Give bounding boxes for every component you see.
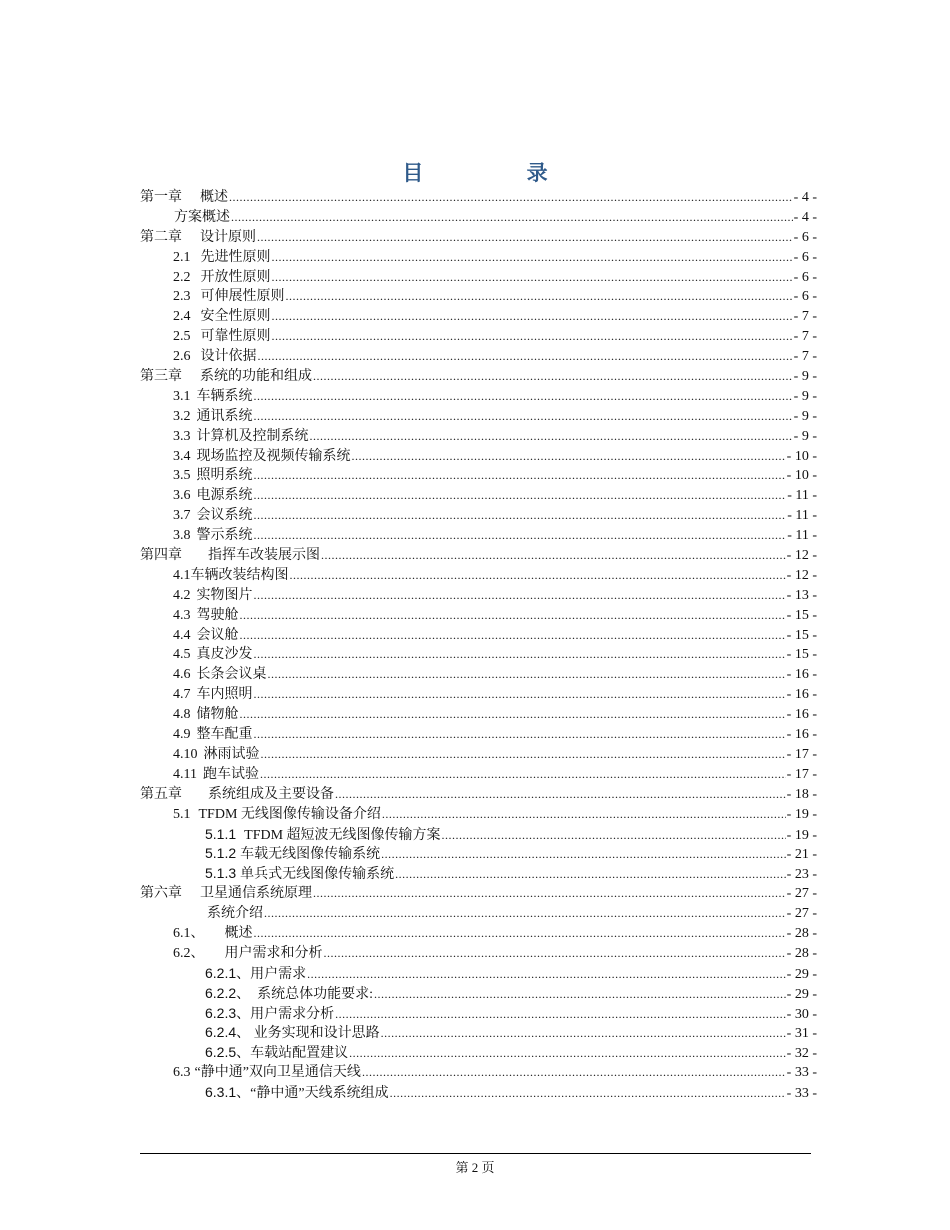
toc-entry-number: 2.3	[173, 289, 191, 305]
toc-entry[interactable]	[140, 864, 817, 884]
toc-leader-dots	[254, 486, 787, 506]
toc-entry-number: 2.1	[173, 249, 191, 265]
toc-entry-number: 6.2.4	[205, 1024, 237, 1041]
toc-leader-dots	[240, 626, 786, 646]
toc-entry[interactable]	[140, 387, 817, 407]
toc-entry[interactable]	[140, 526, 817, 546]
toc-entry-title: 储物舱	[196, 707, 239, 723]
toc-entry-number: 3.8	[173, 528, 191, 544]
toc-entry-page: - 28 -	[786, 945, 817, 961]
toc-entry-number: 6.2.5	[205, 1044, 237, 1061]
toc-entry-title: 驾驶舱	[196, 607, 239, 623]
toc-entry[interactable]	[140, 626, 817, 646]
toc-entry-title: 电源系统	[196, 488, 253, 504]
toc-leader-dots	[257, 228, 793, 248]
toc-entry[interactable]	[140, 944, 817, 964]
toc-entry-number: 6.3.1	[205, 1084, 237, 1101]
toc-entry-title: 概述	[224, 925, 253, 941]
toc-entry-title: 会议系统	[196, 508, 253, 524]
toc-entry-number: 4.10	[173, 746, 198, 762]
toc-entry-number: 4.4	[173, 627, 191, 643]
toc-entry-page: - 29 -	[786, 986, 817, 1002]
toc-entry-title: 开放性原则	[200, 269, 271, 285]
toc-entry[interactable]	[140, 327, 817, 347]
toc-entry-number: 4.5	[173, 647, 191, 663]
toc-entry[interactable]	[140, 347, 817, 367]
toc-entry-page: - 10 -	[786, 468, 817, 484]
toc-leader-dots	[335, 785, 786, 805]
toc-entry[interactable]	[140, 725, 817, 745]
toc-entry-page: - 16 -	[786, 707, 817, 723]
toc-entry[interactable]	[140, 884, 817, 904]
toc-entry-number: 5.1.1	[205, 825, 237, 842]
toc-leader-dots	[335, 1005, 786, 1025]
toc-entry-page: - 10 -	[786, 448, 817, 464]
toc-entry[interactable]	[140, 645, 817, 665]
toc-entry-title: 车内照明	[196, 687, 253, 703]
table-of-contents	[140, 188, 817, 1103]
toc-leader-dots	[254, 466, 786, 486]
toc-entry-page: - 7 -	[793, 309, 817, 325]
toc-entry-title: 、 业务实现和设计思路	[236, 1026, 380, 1042]
toc-entry-number: 3.2	[173, 408, 191, 424]
toc-entry[interactable]	[140, 287, 817, 307]
toc-entry[interactable]	[140, 904, 817, 924]
toc-leader-dots	[286, 287, 793, 307]
toc-leader-dots	[264, 904, 786, 924]
toc-entry-page: - 31 -	[786, 1026, 817, 1042]
toc-entry-number: 第五章	[140, 786, 182, 802]
toc-entry-page: - 11 -	[787, 488, 817, 504]
toc-entry[interactable]	[140, 367, 817, 387]
toc-entry-title: 车辆系统	[196, 388, 253, 404]
toc-entry[interactable]	[140, 1063, 817, 1083]
toc-entry-number: 6.2.2	[205, 984, 237, 1001]
toc-leader-dots	[260, 765, 786, 785]
toc-entry-title: 警示系统	[196, 528, 253, 544]
toc-entry[interactable]	[140, 1004, 817, 1024]
toc-entry-page: - 16 -	[786, 667, 817, 683]
toc-entry-title: 方案概述	[174, 209, 230, 225]
toc-entry-number: 4.8	[173, 707, 191, 723]
toc-leader-dots	[442, 826, 786, 846]
toc-entry-page: - 33 -	[786, 1086, 817, 1102]
toc-leader-dots	[290, 566, 786, 586]
toc-entry-title: 淋雨试验	[203, 746, 260, 762]
toc-entry-number: 4.7	[173, 687, 191, 703]
toc-leader-dots	[310, 427, 793, 447]
toc-entry-title: 车载无线图像传输系统	[240, 847, 381, 863]
toc-entry[interactable]	[140, 844, 817, 864]
toc-entry-title: 、“静中通”天线系统组成	[236, 1086, 389, 1102]
toc-entry-number: 3.1	[173, 388, 191, 404]
toc-entry-title: 现场监控及视频传输系统	[196, 448, 351, 464]
toc-entry[interactable]	[140, 606, 817, 626]
toc-entry-page: - 27 -	[786, 886, 817, 902]
toc-entry-page: - 6 -	[793, 289, 817, 305]
toc-entry-page: - 11 -	[787, 508, 817, 524]
toc-entry-number: 2.6	[173, 349, 191, 365]
toc-leader-dots	[240, 705, 786, 725]
toc-leader-dots	[382, 805, 786, 825]
toc-entry-page: - 18 -	[786, 786, 817, 802]
toc-entry-title: 先进性原则	[200, 249, 271, 265]
toc-entry-page: - 12 -	[786, 567, 817, 583]
toc-entry-title: “静中通”双向卫星通信天线	[194, 1065, 361, 1081]
toc-entry[interactable]	[140, 268, 817, 288]
toc-leader-dots	[254, 506, 787, 526]
toc-entry-page: - 15 -	[786, 627, 817, 643]
toc-entry-number: 3.3	[173, 428, 191, 444]
toc-entry[interactable]	[140, 486, 817, 506]
toc-leader-dots	[254, 924, 786, 944]
toc-entry[interactable]	[140, 964, 817, 984]
toc-entry[interactable]	[140, 705, 817, 725]
toc-entry-title: 、 系统总体功能要求:	[236, 986, 374, 1002]
toc-entry-number: 4.3	[173, 607, 191, 623]
toc-entry-number: 第二章	[140, 229, 182, 245]
toc-entry-number: 5.1.3	[205, 865, 237, 882]
toc-entry-number: 3.5	[173, 468, 191, 484]
toc-leader-dots	[254, 685, 786, 705]
toc-entry-title: 系统组成及主要设备	[208, 786, 334, 802]
toc-entry[interactable]	[140, 765, 817, 785]
toc-leader-dots	[307, 965, 786, 985]
toc-entry-page: - 7 -	[793, 329, 817, 345]
toc-entry-page: - 7 -	[793, 349, 817, 365]
toc-entry-number: 5.1	[173, 806, 191, 822]
toc-entry-page: - 15 -	[786, 647, 817, 663]
toc-leader-dots	[374, 985, 786, 1005]
toc-entry[interactable]	[140, 307, 817, 327]
toc-entry-page: - 17 -	[786, 746, 817, 762]
toc-entry-title: 会议舱	[196, 627, 239, 643]
toc-entry-title: 实物图片	[196, 587, 253, 603]
toc-entry[interactable]	[140, 825, 817, 845]
toc-leader-dots	[272, 327, 793, 347]
toc-entry[interactable]	[140, 208, 817, 228]
toc-entry-page: - 21 -	[786, 847, 817, 863]
toc-entry[interactable]	[140, 228, 817, 248]
toc-entry-title: 系统介绍	[207, 906, 263, 922]
toc-entry-page: - 28 -	[786, 925, 817, 941]
toc-entry-title: 概述	[200, 190, 228, 205]
toc-entry-number: 5.1.2	[205, 845, 237, 862]
toc-entry-page: - 6 -	[793, 249, 817, 265]
toc-entry[interactable]	[140, 785, 817, 805]
toc-entry-page: - 6 -	[793, 269, 817, 285]
toc-entry-number: 3.6	[173, 488, 191, 504]
toc-entry-page: - 16 -	[786, 687, 817, 703]
toc-entry-number: 第四章	[140, 548, 182, 564]
toc-leader-dots	[254, 407, 793, 427]
toc-leader-dots	[254, 526, 787, 546]
toc-entry-title: TFDM 超短波无线图像传输方案	[244, 827, 441, 843]
toc-entry-title: 照明系统	[196, 468, 253, 484]
toc-entry-number: 2.5	[173, 329, 191, 345]
toc-entry-number: 第三章	[140, 369, 182, 385]
toc-entry-page: - 19 -	[786, 806, 817, 822]
toc-entry-title: 整车配重	[196, 727, 253, 743]
toc-entry-number: 4.11	[173, 766, 197, 782]
toc-entry[interactable]	[140, 984, 817, 1004]
toc-entry-number: 6.2、	[173, 945, 205, 961]
toc-entry-title: 、用户需求分析	[236, 1006, 335, 1022]
toc-entry-page: - 29 -	[786, 966, 817, 982]
footer-divider	[140, 1153, 811, 1154]
toc-leader-dots	[321, 546, 786, 566]
toc-leader-dots	[254, 387, 793, 407]
toc-entry-title: 计算机及控制系统	[196, 428, 309, 444]
toc-leader-dots	[362, 1063, 786, 1083]
toc-entry-page: - 32 -	[786, 1046, 817, 1062]
toc-entry-title: 系统的功能和组成	[200, 369, 312, 385]
toc-entry-number: 4.2	[173, 587, 191, 603]
toc-entry-page: - 9 -	[793, 408, 817, 424]
toc-entry[interactable]	[140, 586, 817, 606]
toc-entry-number: 2.4	[173, 309, 191, 325]
toc-entry[interactable]	[140, 1083, 817, 1103]
toc-entry[interactable]	[140, 248, 817, 268]
toc-entry-title: 车辆改装结构图	[190, 567, 289, 583]
page-number-footer: 第 2 页	[455, 1160, 495, 1175]
toc-leader-dots	[381, 1024, 786, 1044]
toc-entry-title: 可伸展性原则	[200, 289, 285, 305]
toc-entry-page: - 4 -	[793, 209, 817, 225]
toc-entry[interactable]	[140, 924, 817, 944]
toc-entry[interactable]	[140, 665, 817, 685]
toc-leader-dots	[313, 884, 786, 904]
toc-entry-title: 卫星通信系统原理	[200, 886, 312, 902]
toc-entry-page: - 9 -	[793, 388, 817, 404]
toc-entry-number: 6.2.1	[205, 964, 237, 981]
toc-entry[interactable]	[140, 1043, 817, 1063]
toc-entry-title: 安全性原则	[200, 309, 271, 325]
toc-entry-title: 设计原则	[200, 229, 256, 245]
toc-leader-dots	[352, 447, 786, 467]
toc-leader-dots	[261, 745, 786, 765]
toc-entry[interactable]	[140, 685, 817, 705]
page-title: 目 录	[402, 161, 596, 185]
toc-entry-page: - 12 -	[786, 548, 817, 564]
toc-entry-title: 、用户需求	[236, 966, 307, 982]
toc-leader-dots	[229, 188, 793, 208]
toc-entry-title: 跑车试验	[202, 766, 259, 782]
toc-leader-dots	[390, 1084, 786, 1104]
toc-leader-dots	[268, 665, 786, 685]
toc-entry-number: 3.4	[173, 448, 191, 464]
toc-entry-title: TFDM 无线图像传输设备介绍	[198, 806, 381, 822]
toc-leader-dots	[231, 208, 793, 228]
toc-entry-page: - 6 -	[793, 229, 817, 245]
toc-entry[interactable]	[140, 805, 817, 825]
toc-entry-page: - 9 -	[793, 428, 817, 444]
toc-entry-number: 3.7	[173, 508, 191, 524]
toc-leader-dots	[254, 586, 786, 606]
toc-entry-page: - 11 -	[787, 528, 817, 544]
toc-entry-page: - 13 -	[786, 587, 817, 603]
toc-entry-title: 通讯系统	[196, 408, 253, 424]
toc-entry-title: 真皮沙发	[196, 647, 253, 663]
toc-entry-number: 2.2	[173, 269, 191, 285]
toc-leader-dots	[324, 944, 786, 964]
toc-entry-number: 4.9	[173, 727, 191, 743]
toc-entry[interactable]	[140, 1023, 817, 1043]
toc-entry[interactable]	[140, 745, 817, 765]
toc-entry-page: - 33 -	[786, 1065, 817, 1081]
toc-entry-page: - 9 -	[793, 369, 817, 385]
toc-entry-title: 可靠性原则	[200, 329, 271, 345]
toc-entry-page: - 4 -	[793, 190, 817, 205]
toc-leader-dots	[254, 645, 786, 665]
toc-entry-number: 第一章	[140, 190, 182, 205]
toc-leader-dots	[349, 1044, 786, 1064]
toc-leader-dots	[272, 307, 793, 327]
toc-leader-dots	[272, 248, 793, 268]
toc-entry-title: 、车载站配置建议	[236, 1046, 349, 1062]
toc-entry[interactable]	[140, 427, 817, 447]
toc-entry[interactable]	[140, 506, 817, 526]
toc-entry[interactable]	[140, 546, 817, 566]
toc-entry-page: - 30 -	[786, 1006, 817, 1022]
toc-entry-page: - 16 -	[786, 727, 817, 743]
toc-entry-page: - 15 -	[786, 607, 817, 623]
toc-entry-title: 单兵式无线图像传输系统	[240, 867, 395, 883]
toc-entry-title: 设计依据	[200, 349, 257, 365]
toc-entry[interactable]	[140, 447, 817, 467]
toc-entry[interactable]	[140, 407, 817, 427]
toc-entry-number: 6.2.3	[205, 1004, 237, 1021]
toc-entry-page: - 27 -	[786, 906, 817, 922]
toc-entry-page: - 19 -	[786, 827, 817, 843]
toc-entry-title: 长条会议桌	[196, 667, 267, 683]
toc-entry-number: 6.1、	[173, 925, 205, 941]
toc-leader-dots	[240, 606, 786, 626]
toc-entry[interactable]	[140, 466, 817, 486]
toc-leader-dots	[381, 845, 786, 865]
toc-entry-number: 4.6	[173, 667, 191, 683]
toc-entry-number: 4.1	[173, 567, 191, 583]
toc-entry-title: 指挥车改装展示图	[208, 548, 320, 564]
toc-leader-dots	[272, 268, 793, 288]
toc-leader-dots	[254, 725, 786, 745]
toc-entry-title: 用户需求和分析	[224, 945, 323, 961]
toc-leader-dots	[258, 347, 793, 367]
toc-leader-dots	[395, 865, 786, 885]
toc-entry[interactable]	[140, 566, 817, 586]
toc-leader-dots	[313, 367, 793, 387]
toc-entry-page: - 17 -	[786, 766, 817, 782]
toc-entry-number: 6.3	[173, 1065, 191, 1081]
toc-entry-number: 第六章	[140, 886, 182, 902]
toc-entry-page: - 23 -	[786, 867, 817, 883]
toc-entry[interactable]	[140, 188, 817, 208]
